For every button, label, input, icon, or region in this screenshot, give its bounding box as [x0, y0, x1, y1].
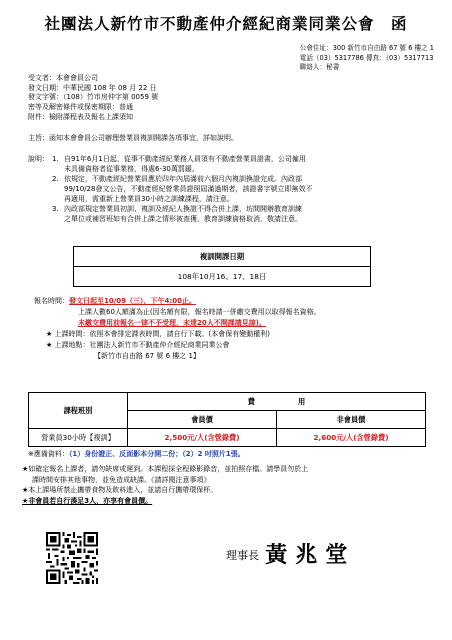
fee-header: 費 用	[128, 393, 426, 411]
subject: 主旨：函知本會會員公司辦理營業員複訓開課各項事宜，詳如說明。	[28, 134, 238, 142]
class-time: 上課時間：依照本會排定課表時間，請自行下載。(本會保有變動權利)	[54, 330, 270, 338]
docs-items: （1）身份證正、反面影本分開二份；（2）2 吋照片1張。	[68, 450, 245, 458]
notes-label: 說明：	[28, 155, 49, 163]
signup-capacity: 上課人數60人額滿為止(因名額有限，報名時請一併繳交費用以取得報名資格。	[78, 308, 321, 316]
member-header: 會員價	[128, 411, 277, 429]
issue-number: 發文字號：（108）竹市房仲字第 0059 號	[28, 93, 159, 102]
remarks-section	[22, 464, 438, 506]
class-address: 【新竹市自由路 67 號 6 樓之 1】	[94, 352, 200, 360]
signature-block	[226, 542, 355, 570]
schedule-header: 複訓開課日期	[74, 247, 371, 267]
notes-section	[28, 154, 438, 224]
signup-time: 發文日起至10/09（三），下午4:00止。	[69, 297, 196, 305]
attachment: 附件：檢附課程表及報名上課須知	[28, 112, 133, 121]
class-location: 上課地點：社團法人新竹市不動產仲介經紀商業同業公會	[54, 341, 230, 349]
course-header: 課程班別	[29, 393, 128, 429]
remark-3: ★非會員若自行湊足3人，亦享有會員價。	[22, 496, 153, 505]
schedule-dates: 108年10月16、17、18日	[74, 267, 371, 287]
schedule-table	[73, 246, 371, 287]
nonmember-header: 非會員價	[277, 411, 426, 429]
note-item: 1. 自91年6月1日起，從事不動產經紀業務人員須有不動產營業員證書，公司僱用 未具備資格者從事業務，得處6-30萬罰鍰。	[52, 155, 306, 173]
signature-name: 黃兆堂	[265, 542, 356, 568]
note-item: 2. 依規定，不動產經紀營業員應於四年內屆滿前六個月內複訓換證完成。內政部 99/10/28發文公告，不動產經紀營業員證照屆滿過期者，該證書字號立即無效不 再適用，需重新上營業員30小時之訓練課程，請注意。	[52, 175, 313, 203]
docs-label: ※應備資料：	[28, 450, 69, 458]
signup-section	[34, 296, 444, 362]
document-title: 社團法人新竹市不動產仲介經紀商業同業公會 函	[44, 14, 408, 33]
security-level: 密等及解密條件或保密期限：普通	[28, 103, 133, 112]
required-docs	[28, 450, 245, 459]
nonmember-price: 2,600元/人(含營錄費)	[277, 429, 426, 447]
recipient: 受文者：本會會員公司	[28, 74, 98, 82]
qr-code-icon	[46, 532, 98, 584]
contact-info	[300, 44, 434, 73]
signup-warning: 未繳交費用前報名一律不予受理，未達20人不開課請見諒)。	[78, 319, 266, 327]
note-item: 3. 內政部規定營業員初訓、複訓及經紀人換證不得合併上課，坊間開辦教育訓練 之單位或補習班如有合併上課之情形被查獲，教育訓練資格取消，敬請注意。	[52, 205, 302, 223]
remark-1-cont: 課時間安排其他事物，並免造成缺課。《請詳閱注意事項》	[32, 475, 211, 484]
fee-table	[28, 392, 426, 447]
contact-person: 聯絡人：秘書	[299, 63, 340, 72]
signup-label: 報名時間：	[34, 297, 69, 305]
contact-address: 公會住址：300 新竹市自由路 67 號 6 樓之 1	[299, 44, 434, 52]
contact-phone: 電話（03）5317786 傳真：（03）5317713	[299, 53, 434, 62]
star-icon: ★	[46, 330, 53, 338]
signature-role: 理事長	[226, 548, 259, 562]
member-price: 2,500元/人(含營錄費)	[128, 429, 277, 447]
issue-date: 發文日期：中華民國 108 年 08 月 22 日	[28, 83, 157, 92]
header-info	[28, 74, 158, 123]
remark-1: ★如確定報名上課者，請勿缺席或遲到。本課程採全程錄影錄音，並拍照存檔。請學員勿於上	[22, 465, 309, 473]
course-name: 營業員30小時【複訓】	[29, 429, 128, 447]
star-icon: ★	[46, 341, 53, 349]
remark-2: ★本上課場所禁止攜帶食物及飲料進入，並請自行攜帶環保杯。	[22, 486, 218, 494]
